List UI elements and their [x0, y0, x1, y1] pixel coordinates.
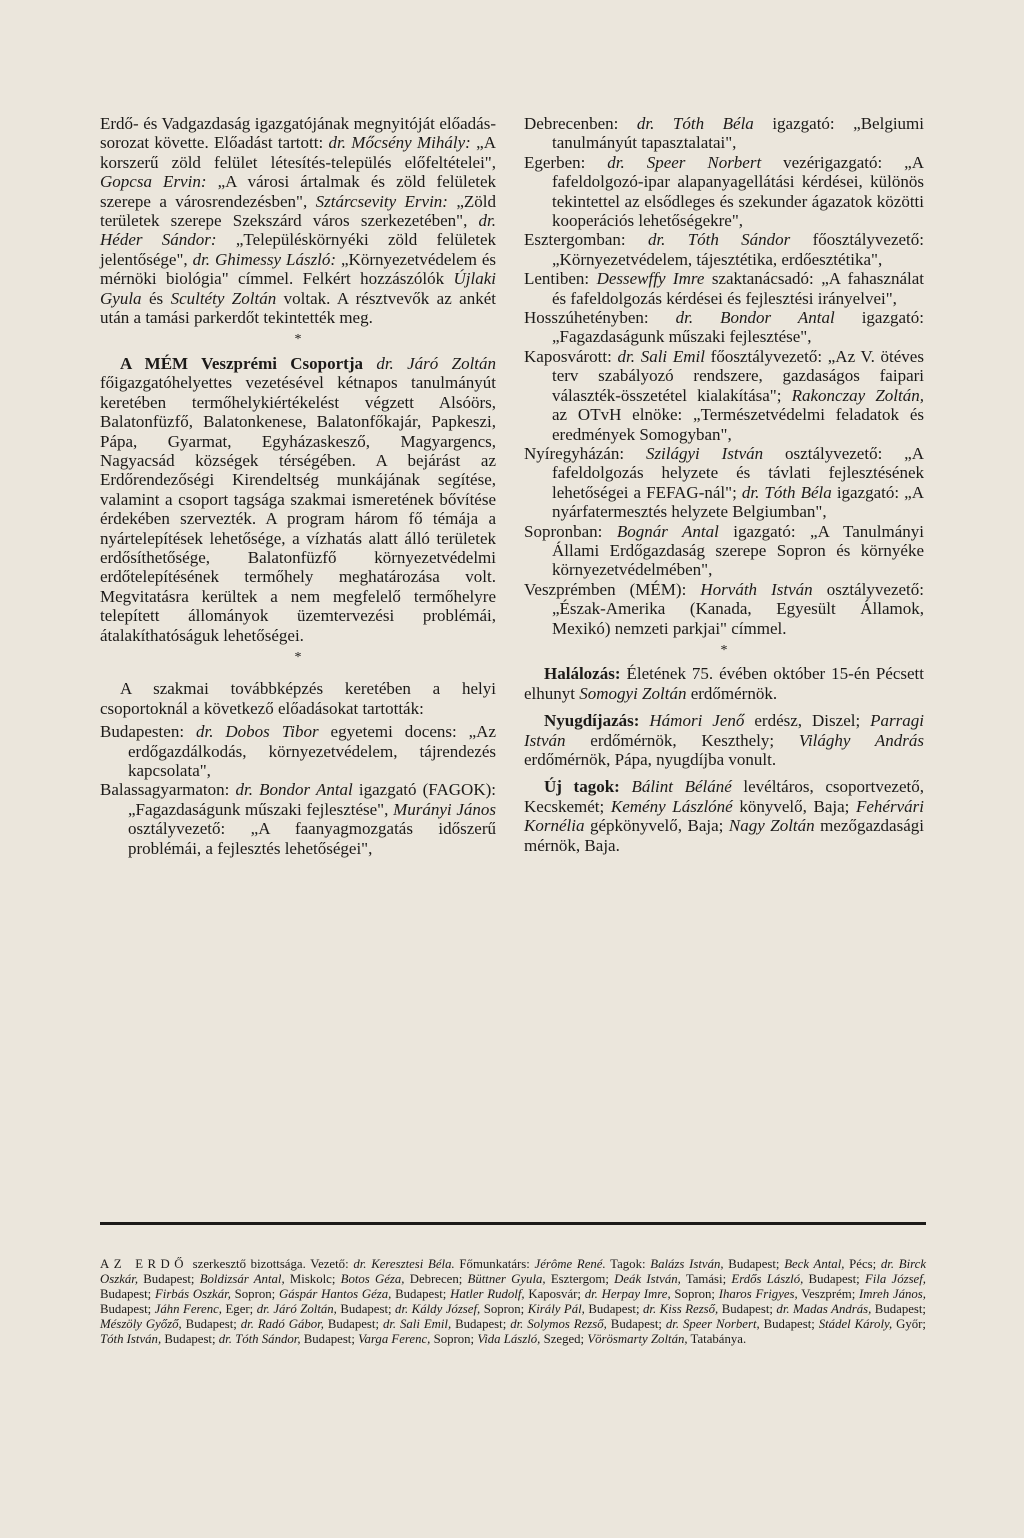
text-run: Esztergom; [545, 1271, 615, 1286]
text-run: egyetemi docens: „Az erdőgazdálkodás, környezetvédelem, tájrendezés kapcsolata", [128, 722, 497, 780]
retirement-notice [524, 711, 924, 769]
text-run: Veszprém; [797, 1286, 860, 1301]
italic-name: Imreh János, [859, 1286, 926, 1301]
lecture-entry [524, 347, 924, 444]
italic-name: Világhy András [798, 730, 924, 750]
italic-name: dr. Járó Zoltán [376, 353, 497, 373]
italic-name: Fila József, [864, 1271, 926, 1286]
italic-name: Mészöly Győző, [100, 1316, 182, 1331]
italic-name: dr. Sali Emil [617, 346, 705, 366]
text-run: Esztergomban: [524, 230, 648, 250]
italic-name: Scultéty Zoltán [170, 288, 277, 308]
text-run [620, 777, 632, 796]
italic-name: dr. Káldy József, [395, 1301, 481, 1316]
italic-name: Szilágyi István [645, 443, 764, 463]
text-run: Sopronban: [524, 521, 617, 541]
italic-name: dr. Ghimessy László: [192, 249, 337, 269]
italic-name: Hámori Jenő [649, 711, 745, 731]
text-run: Nyíregyházán: [524, 443, 646, 463]
text-run: Budapest; [323, 1316, 383, 1331]
text-run: főigazgatóhelyettes vezetésével kétnapos tanulmányút keretében termőhelykiértékelést végzett Alsóörs, Balatonfüzfő, Balatonkenese, Balatonfőkajár, Papkeszi, Pápa, Gyarmat, Egyházaskesző, Magyargencs, Nagyacsád községek térségében. A bejárást az Erdőrendezőségi Kirendeltség munkájának segítése, valamint a csoport tagsága szakmai ismeretének bővítése érdekében szervezték. A program három fő témája a nyártelepítések lehetősége, a vízhatás alatt álló területek erdősíthetősége, Balatonfüzfő környezetvédelmi erdőtelepítésének termőhely meghatározása volt. Megvitatásra kerültek a nem megfelelő termőhelyre telepített állományok üzemtervezési problémái, átalakíthatóságuk lehetőségei. [100, 373, 496, 645]
text-run: „Környezetvédelem és mérnöki biológia" címmel. Felkért hozzászólók [100, 249, 497, 289]
text-run: Egerben: [524, 152, 608, 172]
italic-name: Bognár Antal [616, 521, 719, 541]
italic-name: Beck Antal, [784, 1256, 845, 1271]
italic-name: Stádel Károly, [818, 1316, 893, 1331]
text-run: mezőgazdasági mérnök, Baja. [524, 816, 924, 855]
text-run: Budapest; [451, 1316, 511, 1331]
lecture-list-right [524, 114, 924, 638]
lecture-entry [524, 269, 924, 308]
training-intro-paragraph [100, 679, 496, 718]
italic-name: dr. Bondor Antal [235, 780, 353, 800]
text-run: osztályvezető: „A faanyagmozgatás időszerű problémái, a fejlesztés lehetőségei", [128, 819, 496, 858]
lecture-entry [524, 580, 924, 638]
text-run: Debrecen; [404, 1271, 468, 1286]
text-run [363, 354, 376, 373]
text-run: Sopron; [480, 1301, 528, 1316]
text-run: Tamási; [680, 1271, 732, 1286]
text-run: Budapest; [300, 1331, 359, 1346]
text-run: Hosszúhetényben: [524, 308, 676, 328]
lecture-entry [524, 153, 924, 231]
bold-heading: Halálozás: [544, 664, 621, 684]
text-run [639, 711, 649, 730]
text-run: Budapest; [336, 1301, 396, 1316]
text-run: Budapest; [181, 1316, 241, 1331]
italic-name: Gáspár Hantos Géza, [278, 1286, 392, 1301]
text-run: igazgató: „A Tanulmányi Állami Erdőgazdaság szerepe Sopron és környéke környezetvédelmében", [552, 521, 925, 580]
text-run: Budapest; [803, 1271, 865, 1286]
italic-name: Hatler Rudolf, [450, 1286, 525, 1301]
text-run: Életének 75. évében október 15-én Pécsett elhunyt [524, 664, 924, 703]
text-run: könyvelő, Baja; [732, 796, 856, 816]
text-run: Főmunkatárs: [454, 1256, 535, 1271]
text-run: „A városi ártalmak és zöld felületek szerepe a városrendezésben", [100, 172, 497, 211]
italic-name: dr. Tóth Sándor [647, 230, 791, 250]
italic-name: Erdős László, [731, 1271, 804, 1286]
text-run: levéltáros, csoportvezető, Kecskemét; [524, 777, 924, 816]
italic-name: Dessewffy Imre [596, 269, 705, 289]
italic-name: Varga Ferenc, [358, 1331, 431, 1346]
opening-lectures-paragraph [100, 114, 496, 327]
text-run: Győr; [892, 1316, 926, 1331]
text-run: szaktanácsadó: „A fahasználat és fafeldolgozás kérdései és fejlesztési irányelvei", [552, 269, 924, 308]
italic-name: Büttner Gyula, [467, 1271, 546, 1286]
text-run: gépkönyvelő, Baja; [584, 816, 729, 836]
text-run: főosztályvezető: „Az V. ötéves terv szabályozó rendszere, gazdaságos faipari választék-összetétel kialakítása"; [552, 346, 924, 405]
text-run: Budapest; [718, 1301, 777, 1316]
text-run: Balassagyarmaton: [100, 780, 236, 800]
text-run: Budapest; [871, 1301, 926, 1316]
text-run: Sopron; [670, 1286, 719, 1301]
italic-name: dr. Kiss Rezső, [643, 1301, 719, 1316]
text-run: igazgató: „A nyárfatermesztés helyzete Belgiumban", [552, 482, 924, 522]
section-separator: * [294, 332, 302, 348]
text-run: „A korszerű zöld felület létesítés-település előfeltételei", [100, 133, 496, 172]
editorial-board-footer [100, 1257, 926, 1347]
text-run: erdőmérnök, Keszthely; [565, 730, 799, 750]
lecture-entry [524, 444, 924, 522]
lecture-entry [524, 114, 924, 153]
italic-name: dr. Madas András, [776, 1301, 872, 1316]
text-run: Budapesten: [100, 722, 196, 742]
text-run: osztályvezető: „A fafeldolgozás helyzete és távlati fejlesztésének lehetőségei a FEFAG-nál"; [552, 443, 924, 502]
bold-heading: Nyugdíjazás: [544, 711, 640, 731]
text-run: Pécs; [844, 1256, 881, 1271]
italic-name: Nagy Zoltán [728, 816, 815, 836]
text-run: szerkesztő bizottsága. Vezető: [187, 1256, 354, 1271]
left-column [100, 114, 496, 858]
bold-heading: Új tagok: [544, 777, 620, 797]
italic-name: dr. Speer Norbert [607, 152, 762, 172]
text-run: Sopron; [230, 1286, 279, 1301]
text-run: Sopron; [430, 1331, 478, 1346]
italic-name: Murányi János [393, 799, 496, 819]
text-run: Eger; [222, 1301, 257, 1316]
text-run: „Településkörnyéki zöld felületek jelentősége", [100, 230, 496, 269]
text-run: osztályvezető: „Észak-Amerika (Kanada, Egyesült Államok, Mexikó) nemzeti parkjai" címmel. [552, 579, 924, 638]
italic-name: Rakonczay Zoltán, [791, 385, 925, 405]
text-run: erdőmérnök. [686, 683, 778, 703]
text-run: Lentiben: [524, 269, 597, 289]
text-run: Budapest; [138, 1271, 200, 1286]
italic-name: Firbás Oszkár, [154, 1286, 231, 1301]
text-run: és [141, 288, 171, 308]
italic-name: Parragi István [524, 711, 925, 750]
italic-name: Kemény Lászlóné [610, 796, 733, 816]
text-run: Budapest; [606, 1316, 666, 1331]
section-separator: * [294, 649, 302, 665]
italic-name: Tóth István, [100, 1331, 162, 1346]
italic-name: dr. Radó Gábor, [240, 1316, 324, 1331]
bold-heading: A MÉM Veszprémi Csoportja [120, 353, 363, 373]
lecture-entry [524, 308, 924, 347]
lecture-entry [524, 230, 924, 269]
text-run: Tatabánya. [687, 1331, 747, 1346]
journal-title: AZ ERDŐ [100, 1256, 188, 1271]
lecture-entry [100, 722, 496, 780]
italic-name: Vida László, [477, 1331, 541, 1346]
text-run: Debrecenben: [524, 114, 637, 133]
italic-name: Iharos Frigyes, [718, 1286, 798, 1301]
italic-name: Boldizsár Antal, [199, 1271, 285, 1286]
italic-name: Jérôme René. [534, 1256, 606, 1271]
italic-name: Bálint Béláné [631, 777, 732, 797]
italic-name: dr. Járó Zoltán, [256, 1301, 337, 1316]
text-run: Budapest; [584, 1301, 644, 1316]
text-run: Budapest; [100, 1301, 155, 1316]
text-run: erdész, Diszel; [744, 711, 871, 731]
lecture-list-left [100, 722, 496, 858]
text-run: Szeged; [540, 1331, 588, 1346]
text-run: igazgató: „Fagazdaságunk műszaki fejlesztése", [552, 308, 925, 347]
text-run: vezérigazgató: „A fafeldolgozó-ipar alapanyagellátási kérdései, különös tekintettel az elsődleges és szekunder ágazatok közötti kooperációs lehetőségekre", [552, 152, 924, 231]
italic-name: Horváth István [700, 579, 813, 599]
veszprem-group-paragraph [100, 354, 496, 645]
italic-name: dr. Sali Emil, [382, 1316, 452, 1331]
text-run: Kaposvár; [524, 1286, 585, 1301]
italic-name: Gopcsa Ervin: [100, 172, 207, 192]
italic-name: Sztárcsevity Ervin: [315, 191, 448, 211]
italic-name: dr. Dobos Tibor [195, 722, 319, 742]
text-run: Erdő- és Vadgazdaság igazgatójának megnyitóját előadás-sorozat követte. Előadást tartott: [100, 114, 496, 153]
text-run: Tagok: [605, 1256, 651, 1271]
text-run: „Zöld területek szerepe Szekszárd város szerkezetében", [100, 191, 496, 231]
text-run: igazgató: „Belgiumi tanulmányút tapasztalatai", [552, 114, 924, 153]
text-run: Budapest; [391, 1286, 451, 1301]
text-run: Budapest; [100, 1286, 155, 1301]
text-run: az OTvH elnöke: „Természetvédelmi feladatok és eredmények Somogyban", [552, 405, 924, 444]
text-run: igazgató (FAGOK): „Fagazdaságunk műszaki fejlesztése", [128, 780, 496, 819]
italic-name: Király Pál, [527, 1301, 585, 1316]
death-notice [524, 664, 924, 703]
italic-name: dr. Solymos Rezső, [510, 1316, 607, 1331]
lecture-entry [100, 780, 496, 858]
italic-name: dr. Herpay Imre, [584, 1286, 671, 1301]
footer-divider [100, 1222, 926, 1225]
italic-name: Jáhn Ferenc, [154, 1301, 222, 1316]
italic-name: Újlaki Gyula [100, 269, 496, 308]
italic-name: Fehérvári Kornélia [524, 796, 924, 836]
italic-name: dr. Tóth Béla [636, 114, 754, 133]
italic-name: dr. Mőcsény Mihály: [328, 133, 471, 153]
text-run: Veszprémben (MÉM): [524, 579, 701, 599]
text-run: A szakmai továbbképzés keretében a helyi csoportoknál a következő előadásokat tartották: [100, 679, 496, 718]
italic-name: dr. Keresztesi Béla. [353, 1256, 455, 1271]
text-run: Budapest; [723, 1256, 785, 1271]
text-run: voltak. A résztvevők az ankét után a tamási parkerdőt tekintették meg. [100, 288, 496, 328]
text-run: Budapest; [161, 1331, 219, 1346]
text-run: Budapest; [759, 1316, 819, 1331]
text-run: Miskolc; [284, 1271, 341, 1286]
italic-name: dr. Speer Norbert, [665, 1316, 760, 1331]
italic-name: dr. Birck Oszkár, [100, 1256, 926, 1286]
new-members-notice [524, 777, 924, 855]
italic-name: dr. Héder Sándor: [100, 211, 496, 250]
text-run: főosztályvezető: „Környezetvédelem, tájesztétika, erdőesztétika", [552, 230, 924, 269]
italic-name: Somogyi Zoltán [579, 683, 687, 703]
italic-name: Botos Géza, [340, 1271, 405, 1286]
text-run: Kaposvárott: [524, 346, 618, 366]
italic-name: dr. Tóth Béla [741, 482, 832, 502]
section-separator: * [720, 642, 728, 658]
italic-name: dr. Bondor Antal [675, 308, 835, 328]
italic-name: dr. Tóth Sándor, [218, 1331, 301, 1346]
lecture-entry [524, 522, 924, 580]
italic-name: Deák István, [614, 1271, 681, 1286]
right-column [524, 114, 924, 855]
text-run: erdőmérnök, Pápa, nyugdíjba vonult. [524, 750, 777, 769]
italic-name: Balázs István, [650, 1256, 724, 1271]
italic-name: Vörösmarty Zoltán, [587, 1331, 688, 1346]
